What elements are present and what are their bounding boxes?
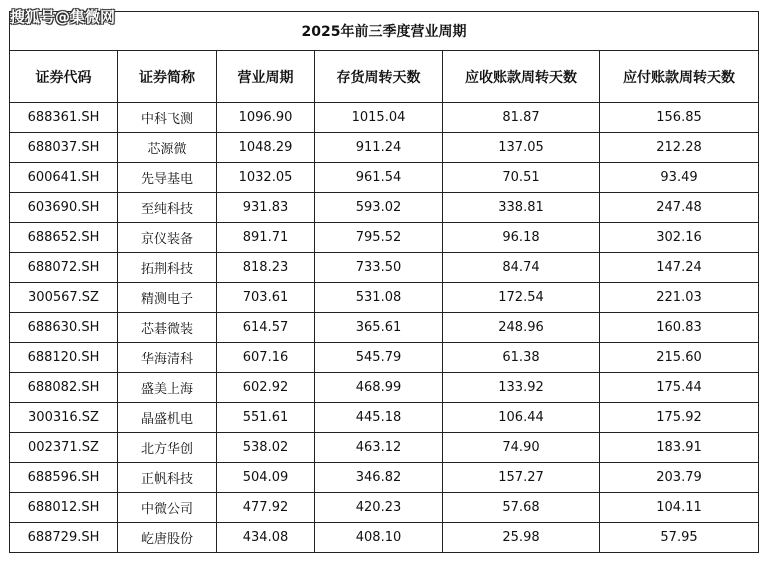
cell-payable-days: 147.24 bbox=[600, 253, 759, 283]
cell-operating-cycle: 818.23 bbox=[217, 253, 315, 283]
table-header-row bbox=[10, 51, 759, 103]
table-row bbox=[10, 343, 759, 373]
cell-receivable-days: 81.87 bbox=[443, 103, 600, 133]
cell-receivable-days: 61.38 bbox=[443, 343, 600, 373]
cell-receivable-days: 57.68 bbox=[443, 493, 600, 523]
cell-payable-days: 221.03 bbox=[600, 283, 759, 313]
cell-inventory-days: 420.23 bbox=[315, 493, 443, 523]
cell-inventory-days: 468.99 bbox=[315, 373, 443, 403]
cell-stock-code: 300567.SZ bbox=[10, 283, 118, 313]
table-row bbox=[10, 133, 759, 163]
cell-payable-days: 183.91 bbox=[600, 433, 759, 463]
cell-inventory-days: 346.82 bbox=[315, 463, 443, 493]
cell-receivable-days: 70.51 bbox=[443, 163, 600, 193]
cell-operating-cycle: 703.61 bbox=[217, 283, 315, 313]
table-row bbox=[10, 163, 759, 193]
cell-payable-days: 57.95 bbox=[600, 523, 759, 553]
cell-payable-days: 212.28 bbox=[600, 133, 759, 163]
cell-stock-code: 603690.SH bbox=[10, 193, 118, 223]
cell-inventory-days: 911.24 bbox=[315, 133, 443, 163]
cell-inventory-days: 463.12 bbox=[315, 433, 443, 463]
cell-stock-name: 华海清科 bbox=[118, 343, 217, 373]
cell-stock-name: 屹唐股份 bbox=[118, 523, 217, 553]
cell-operating-cycle: 602.92 bbox=[217, 373, 315, 403]
table-title-row bbox=[10, 12, 759, 51]
cell-stock-code: 688037.SH bbox=[10, 133, 118, 163]
cell-stock-code: 688729.SH bbox=[10, 523, 118, 553]
cell-stock-code: 002371.SZ bbox=[10, 433, 118, 463]
cell-inventory-days: 733.50 bbox=[315, 253, 443, 283]
cell-operating-cycle: 931.83 bbox=[217, 193, 315, 223]
table-title: 2025年前三季度营业周期 bbox=[10, 12, 759, 51]
cell-stock-name: 北方华创 bbox=[118, 433, 217, 463]
cell-operating-cycle: 607.16 bbox=[217, 343, 315, 373]
cell-receivable-days: 106.44 bbox=[443, 403, 600, 433]
cell-inventory-days: 593.02 bbox=[315, 193, 443, 223]
table-row bbox=[10, 103, 759, 133]
header-payable-days: 应付账款周转天数 bbox=[600, 51, 759, 103]
header-operating-cycle: 营业周期 bbox=[217, 51, 315, 103]
cell-stock-code: 688630.SH bbox=[10, 313, 118, 343]
cell-receivable-days: 84.74 bbox=[443, 253, 600, 283]
cell-stock-code: 600641.SH bbox=[10, 163, 118, 193]
header-receivable-days: 应收账款周转天数 bbox=[443, 51, 600, 103]
cell-operating-cycle: 477.92 bbox=[217, 493, 315, 523]
cell-stock-name: 盛美上海 bbox=[118, 373, 217, 403]
operating-cycle-table bbox=[9, 11, 759, 553]
cell-inventory-days: 365.61 bbox=[315, 313, 443, 343]
cell-receivable-days: 25.98 bbox=[443, 523, 600, 553]
cell-inventory-days: 408.10 bbox=[315, 523, 443, 553]
cell-receivable-days: 338.81 bbox=[443, 193, 600, 223]
cell-stock-name: 晶盛机电 bbox=[118, 403, 217, 433]
header-inventory-days: 存货周转天数 bbox=[315, 51, 443, 103]
cell-stock-code: 688596.SH bbox=[10, 463, 118, 493]
cell-stock-code: 688120.SH bbox=[10, 343, 118, 373]
cell-stock-name: 精测电子 bbox=[118, 283, 217, 313]
cell-payable-days: 302.16 bbox=[600, 223, 759, 253]
cell-payable-days: 93.49 bbox=[600, 163, 759, 193]
header-stock-name: 证券简称 bbox=[118, 51, 217, 103]
cell-receivable-days: 74.90 bbox=[443, 433, 600, 463]
cell-stock-code: 688361.SH bbox=[10, 103, 118, 133]
table-row bbox=[10, 373, 759, 403]
table-row bbox=[10, 283, 759, 313]
cell-receivable-days: 96.18 bbox=[443, 223, 600, 253]
cell-stock-name: 京仪装备 bbox=[118, 223, 217, 253]
cell-operating-cycle: 538.02 bbox=[217, 433, 315, 463]
cell-stock-code: 688652.SH bbox=[10, 223, 118, 253]
cell-inventory-days: 1015.04 bbox=[315, 103, 443, 133]
cell-payable-days: 175.92 bbox=[600, 403, 759, 433]
cell-operating-cycle: 1032.05 bbox=[217, 163, 315, 193]
cell-operating-cycle: 434.08 bbox=[217, 523, 315, 553]
cell-payable-days: 203.79 bbox=[600, 463, 759, 493]
watermark: 搜狐号@集微网 bbox=[10, 8, 116, 26]
table-row bbox=[10, 433, 759, 463]
cell-payable-days: 160.83 bbox=[600, 313, 759, 343]
cell-stock-code: 688082.SH bbox=[10, 373, 118, 403]
table-body bbox=[10, 103, 759, 553]
cell-receivable-days: 248.96 bbox=[443, 313, 600, 343]
cell-inventory-days: 961.54 bbox=[315, 163, 443, 193]
table-row bbox=[10, 523, 759, 553]
cell-operating-cycle: 1048.29 bbox=[217, 133, 315, 163]
cell-payable-days: 215.60 bbox=[600, 343, 759, 373]
cell-operating-cycle: 891.71 bbox=[217, 223, 315, 253]
cell-stock-name: 中微公司 bbox=[118, 493, 217, 523]
table-row bbox=[10, 463, 759, 493]
cell-payable-days: 156.85 bbox=[600, 103, 759, 133]
cell-operating-cycle: 504.09 bbox=[217, 463, 315, 493]
cell-stock-name: 芯源微 bbox=[118, 133, 217, 163]
table-row bbox=[10, 253, 759, 283]
cell-receivable-days: 172.54 bbox=[443, 283, 600, 313]
cropped-caption-fragment bbox=[246, 566, 436, 572]
cell-stock-name: 先导基电 bbox=[118, 163, 217, 193]
cell-operating-cycle: 1096.90 bbox=[217, 103, 315, 133]
cell-inventory-days: 445.18 bbox=[315, 403, 443, 433]
cell-stock-code: 688012.SH bbox=[10, 493, 118, 523]
table-row bbox=[10, 223, 759, 253]
header-stock-code: 证券代码 bbox=[10, 51, 118, 103]
table-row bbox=[10, 193, 759, 223]
cell-payable-days: 104.11 bbox=[600, 493, 759, 523]
table-row bbox=[10, 403, 759, 433]
table-row bbox=[10, 313, 759, 343]
cell-inventory-days: 545.79 bbox=[315, 343, 443, 373]
cell-payable-days: 175.44 bbox=[600, 373, 759, 403]
cell-payable-days: 247.48 bbox=[600, 193, 759, 223]
cell-receivable-days: 133.92 bbox=[443, 373, 600, 403]
table-row bbox=[10, 493, 759, 523]
cell-inventory-days: 531.08 bbox=[315, 283, 443, 313]
cell-receivable-days: 157.27 bbox=[443, 463, 600, 493]
cell-stock-name: 芯碁微装 bbox=[118, 313, 217, 343]
cell-stock-name: 正帆科技 bbox=[118, 463, 217, 493]
cell-stock-code: 688072.SH bbox=[10, 253, 118, 283]
cell-operating-cycle: 551.61 bbox=[217, 403, 315, 433]
cell-receivable-days: 137.05 bbox=[443, 133, 600, 163]
cell-stock-name: 拓荆科技 bbox=[118, 253, 217, 283]
cell-inventory-days: 795.52 bbox=[315, 223, 443, 253]
cell-stock-code: 300316.SZ bbox=[10, 403, 118, 433]
cell-stock-name: 至纯科技 bbox=[118, 193, 217, 223]
cell-stock-name: 中科飞测 bbox=[118, 103, 217, 133]
cell-operating-cycle: 614.57 bbox=[217, 313, 315, 343]
